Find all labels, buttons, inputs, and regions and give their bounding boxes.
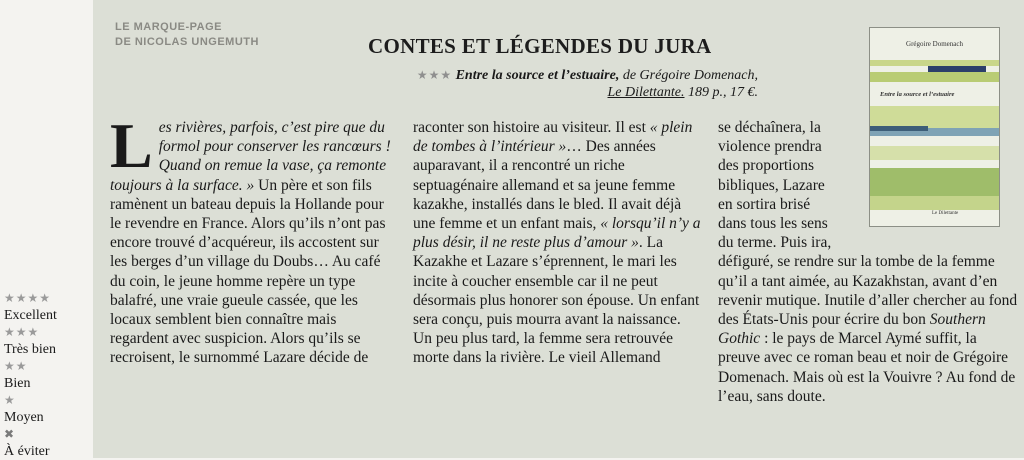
legend-item: ★★★ Très bien bbox=[4, 325, 56, 357]
legend-item: ★★ Bien bbox=[4, 359, 31, 391]
legend-item: ★ Moyen bbox=[4, 393, 44, 425]
book-meta bbox=[348, 67, 758, 101]
rubric: LE MARQUE-PAGE DE NICOLAS UNGEMUTH bbox=[115, 21, 259, 48]
column-3: se déchaînera, la violence prendra des proportions bibliques, Lazare en sortira brisé dans tous les sens du terme. Puis ira, défiguré, se rendre sur la tombe de la femme qu’il a tant aimée, au Kazakhstan, avant d’en revenir mutique. Inutile d’aller chercher au fond des États-Unis pour écrire du bon Southern Gothic : le pays de Marcel Aymé suffit, la preuve avec ce roman beau et noir de Grégoire Domenach. Mais où est la Vouivre ? Au fond de l’eau, sans doute. bbox=[718, 119, 1018, 405]
review-panel bbox=[93, 0, 1024, 458]
legend-item: ✖ À éviter bbox=[4, 427, 50, 459]
column-1: Les rivières, parfois, c’est pire que du formol pour conserver les rancœurs ! Quand on remue la vase, ça remonte toujours à la surface. » Un père et son fils ramènent un bateau depuis la Hollande pour le revendre en France. Alors qu’ils n’ont pas encore trouvé d’acquéreur, ils accostent sur les berges d’un village du Doubs… Au café du coin, le jeune homme repère un type balafré, une vraie gueule cassée, que les locaux semblent bien connaître mais regardent avec suspicion. Alors qu’ils se recroisent, le surnommé Lazare décide de bbox=[110, 110, 391, 367]
rating-stars: ★★★ bbox=[416, 68, 453, 82]
book-cover: Grégoire Domenach Entre la source et l’estuaire Le Dilettante bbox=[869, 27, 1000, 227]
book-author: de Grégoire Domenach, bbox=[619, 68, 758, 83]
book-details: 189 p., 17 €. bbox=[684, 85, 758, 100]
book-title: Entre la source et l’estuaire, bbox=[455, 68, 620, 83]
column-2: raconter son histoire au visiteur. Il est « plein de tombes à l’intérieur »… Des années auparavant, il a rencontré un riche septuagénaire allemand et sa jeune femme kazakhe, installés dans le bled. Il avait déjà une femme et un enfant mais, « lorsqu’il n’y a plus désir, il ne reste plus d’amour ». La Kazakhe et Lazare s’éprennent, le mari les incite à coucher ensemble car il ne peut désormais plus honorer son épouse. Un enfant sera conçu, puis mourra avant la naissance. Un peu plus tard, la femme sera retrouvée morte dans la rivière. Le vieil Allemand bbox=[413, 119, 701, 367]
review-title: CONTES ET LÉGENDES DU JURA bbox=[368, 34, 712, 58]
dropcap: L bbox=[110, 110, 153, 181]
book-publisher: Le Dilettante. bbox=[607, 85, 685, 100]
rating-legend bbox=[4, 290, 86, 460]
legend-item: ★★★★ Excellent bbox=[4, 291, 57, 323]
